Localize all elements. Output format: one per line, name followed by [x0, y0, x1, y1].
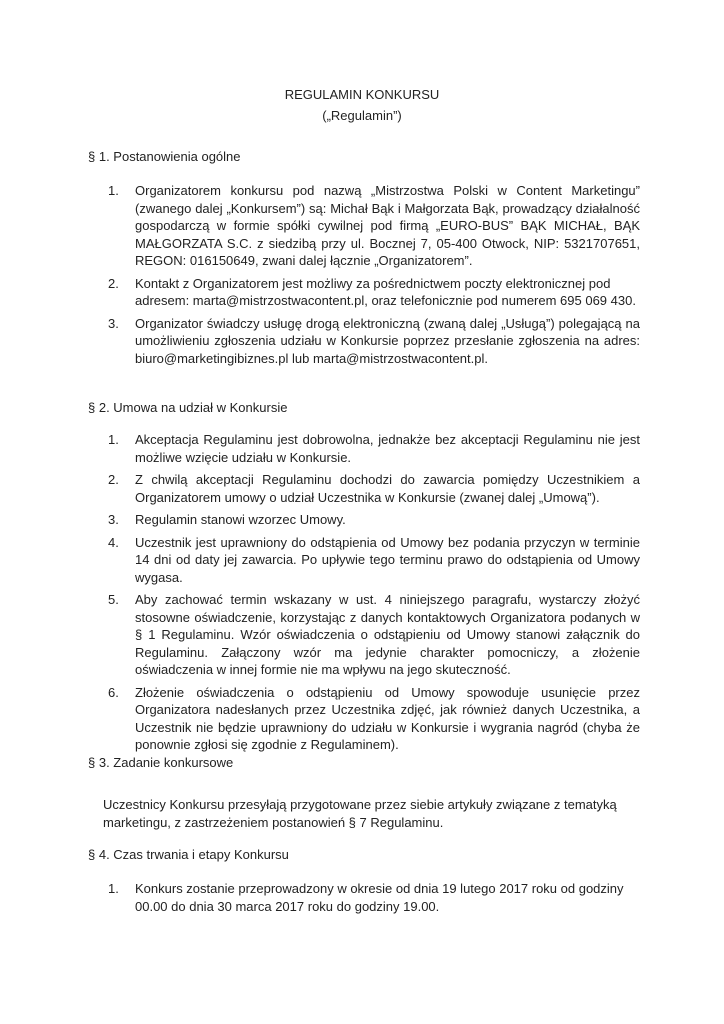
list-item — [0, 182, 724, 270]
section-1-heading: § 1. Postanowienia ogólne — [88, 149, 241, 164]
list-item-number: 6. — [108, 684, 119, 700]
list-item-number: 4. — [108, 534, 119, 550]
section-4-heading: § 4. Czas trwania i etapy Konkursu — [88, 847, 289, 862]
list-item — [0, 431, 724, 466]
list-item-number: 2. — [108, 472, 119, 487]
section-1-list — [0, 182, 724, 372]
list-item — [0, 591, 724, 679]
section-2-heading: § 2. Umowa na udział w Konkursie — [88, 400, 288, 415]
list-item — [0, 315, 724, 368]
document-subtitle: („Regulamin”) — [322, 108, 402, 123]
section-3-heading: § 3. Zadanie konkursowe — [88, 755, 234, 770]
list-item-text: Złożenie oświadczenia o odstąpieniu od Umowy spowoduje usunięcie przez Organizatora nadesłanych przez Uczestnika zdjęć, jak również danych Uczestnika, a Uczestnik nie będzie uprawniony do udziału w Konkursie i wygrania nagród (chyba że ponownie zgłosi się zgodnie z Regulaminem). — [135, 684, 640, 752]
list-item-text: Regulamin stanowi wzorzec Umowy. — [135, 512, 346, 527]
section-3-paragraph: Uczestnicy Konkursu przesyłają przygotowane przez siebie artykuły związane z tematyką marketingu, z zastrzeżeniem postanowień § 7 Regulaminu. — [103, 797, 617, 830]
list-item-number: 2. — [108, 275, 119, 291]
list-item-text: Organizator świadczy usługę drogą elektroniczną (zwaną dalej „Usługą”) polegającą na umożliwieniu zgłoszenia udziału w Konkursie poprzez przesłanie zgłoszenia na adres: biuro@marketingibiznes.pl lub marta@mistrzostwacontent.pl. — [135, 315, 640, 366]
list-item-text: Aby zachować termin wskazany w ust. 4 niniejszego paragrafu, wystarczy złożyć stosowne oświadczenie, korzystając z danych kontaktowych Organizatora podanych w § 1 Regulaminu. Wzór oświadczenia o odstąpieniu od Umowy stanowi załącznik do Regulaminu. Załączony wzór ma jedynie charakter pomocniczy, a złożenie oświadczenia w innej formie nie ma wpływu na jego skuteczność. — [135, 592, 640, 677]
list-item-text: Konkurs zostanie przeprowadzony w okresie od dnia 19 lutego 2017 roku od godziny 00.00 do dnia 30 marca 2017 roku do godziny 19.00. — [135, 881, 624, 914]
list-item-text: Uczestnik jest uprawniony do odstąpienia od Umowy bez podania przyczyn w terminie 14 dni od daty jej zawarcia. Po upływie tego terminu prawo do odstąpienia od Umowy wygasa. — [135, 534, 640, 585]
list-item-number: 3. — [108, 512, 119, 527]
list-item-number: 5. — [108, 592, 119, 607]
list-item — [0, 275, 724, 310]
list-item-number: 3. — [108, 315, 119, 331]
section-2-list — [0, 431, 724, 759]
document-title: REGULAMIN KONKURSU — [284, 87, 440, 102]
list-item — [0, 511, 724, 529]
list-item-text: Akceptacja Regulaminu jest dobrowolna, jednakże bez akceptacji Regulaminu nie jest możliwe wzięcie udziału w Konkursie. — [135, 432, 640, 465]
list-item — [0, 471, 724, 506]
list-item — [0, 534, 724, 587]
section-4-list — [0, 880, 724, 920]
list-item-text: Z chwilą akceptacji Regulaminu dochodzi do zawarcia pomiędzy Uczestnikiem a Organizatorem umowy o udział Uczestnika w Konkursie (zwanej dalej „Umową”). — [135, 472, 640, 505]
list-item-text: Organizatorem konkursu pod nazwą „Mistrzostwa Polski w Content Marketingu” (zwanego dalej „Konkursem”) są: Michał Bąk i Małgorzata Bąk, prowadzący działalność gospodarczą w formie spółki cywilnej pod firmą „EURO-BUS” BĄK MICHAŁ, BĄK MAŁGORZATA S.C. z siedzibą przy ul. Bocznej 7, 05-400 Otwock, NIP: 5321707651, REGON: 016150649, zwani dalej łącznie „Organizatorem”. — [135, 183, 640, 268]
list-item-text: Kontakt z Organizatorem jest możliwy za pośrednictwem poczty elektronicznej pod adresem: marta@mistrzostwacontent.pl, oraz telefonicznie pod numerem 695 069 430. — [135, 275, 636, 308]
list-item-number: 1. — [108, 881, 119, 896]
list-item-number: 1. — [108, 183, 119, 198]
list-item — [0, 880, 724, 915]
list-item — [0, 684, 724, 754]
list-item-number: 1. — [108, 432, 119, 447]
